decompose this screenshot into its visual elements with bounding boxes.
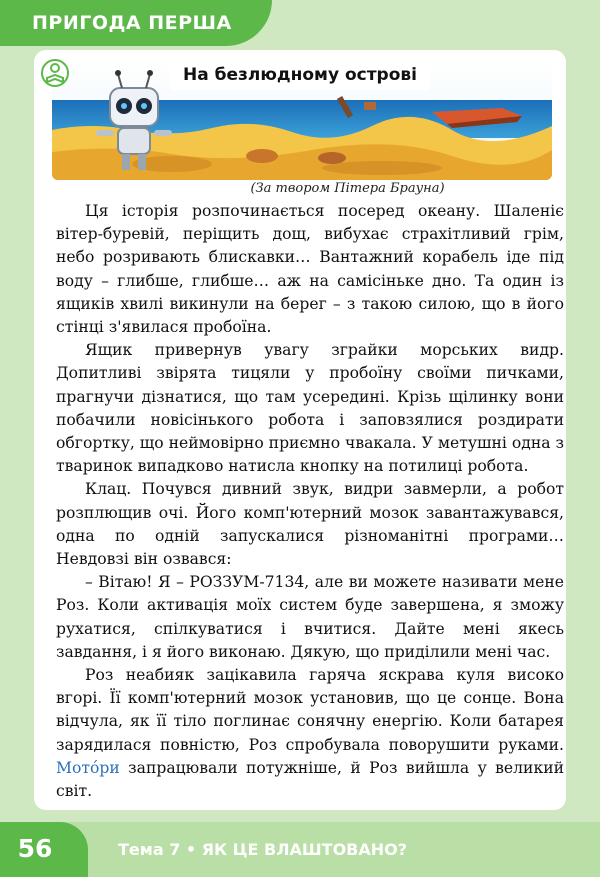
paragraph-4: – Вітаю! Я – РОЗЗУМ-7134, але ви можете називати мене Роз. Коли активація моїх систем буде завершена, я зможу рухатися, спілкуватися і вчитися. Дайте мені якесь завдання, і я його виконаю. Дякую, що приділили мені час. xyxy=(56,573,564,661)
paragraph-1: Ця історія розпочинається посеред океану. Шаленіє вітер-буревій, періщить дощ, вибухає страхітливий грім, небо розривають блискавки… Вантажний корабель іде під воду – глибше, глибше… аж на самісіньке дно. Та один із ящиків хвилі викинули на берег – з такою силою, що в його стінці з'явилася пробоїна. xyxy=(56,202,564,337)
paragraph-3: Клац. Почувся дивний звук, видри завмерли, а робот розплющив очі. Його комп'ютерний мозок завантажувався, одна по одній запускалися різноманітні програми… Невдовзі він озвався: xyxy=(56,480,564,569)
story-text xyxy=(56,200,564,803)
story-title: На безлюдному острові xyxy=(183,65,417,85)
paragraph-5-start: Роз неабияк зацікавила гаряча яскрава куля високо вгорі. Її комп'ютерний мозок установив, що це сонце. Вона відчула, як її тіло поглинає сонячну енергію. Коли батарея зарядилася повністю, Роз спробувала поворушити руками. xyxy=(56,666,564,754)
paragraph-5-end: запрацювали потужніше, й Роз вийшла у великий світ. xyxy=(56,758,564,801)
glossary-word-motory[interactable]: Мото́ри xyxy=(56,758,120,777)
story-source: (За твором Пітера Брауна) xyxy=(250,181,445,196)
topic-title: Тема 7 • ЯК ЦЕ ВЛАШТОВАНО? xyxy=(118,840,408,859)
section-title: ПРИГОДА ПЕРША xyxy=(32,12,232,34)
paragraph-5 xyxy=(56,664,564,803)
page-number: 56 xyxy=(17,834,53,863)
paragraph-2: Ящик привернув увагу зграйки морських видр. Допитливі звірята тицяли у пробоїну своїми пичками, прагнучи дізнатися, що там усередині. Крізь щілинку вони побачили новісінького робота і заповзялися роздирати обгортку, що неймовірно приємно чвакала. У метушні одна з тваринок випадково натисла кнопку на потилиці робота. xyxy=(56,341,564,476)
reading-logo-icon xyxy=(40,58,70,88)
story-title-box xyxy=(170,60,430,90)
